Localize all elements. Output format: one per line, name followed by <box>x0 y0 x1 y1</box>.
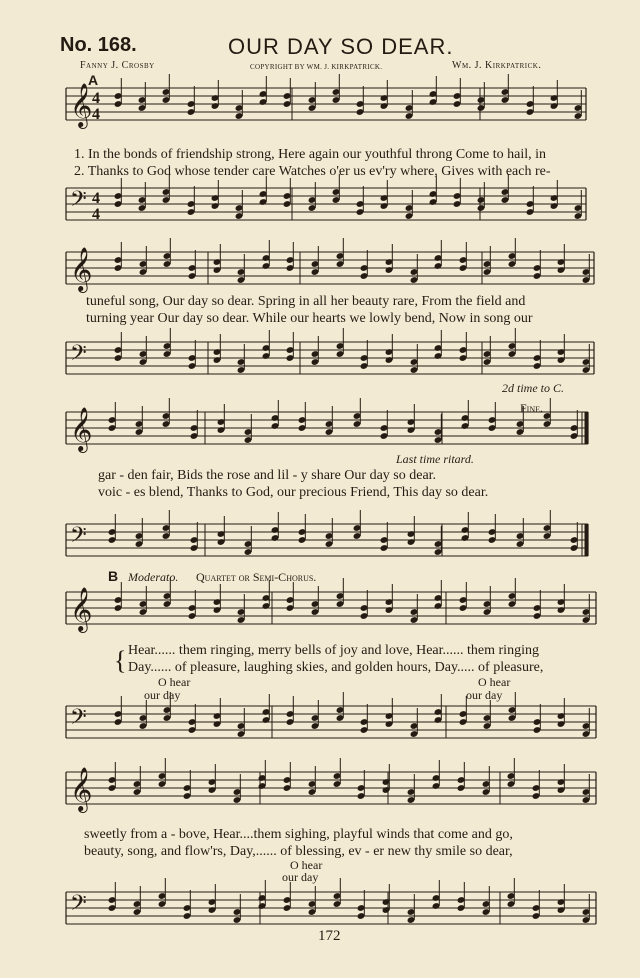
treble-clef-icon: 𝄞 <box>70 247 93 291</box>
echo-o-hear-left: O hear <box>158 675 191 689</box>
bass-clef-icon: 𝄢 <box>70 341 87 371</box>
time-signature-bottom: 4 <box>92 106 100 123</box>
lyricist-credit: Fanny J. Crosby <box>80 60 155 71</box>
system4-verse2: Day...... of pleasure, laughing skies, and golden hours, Day..... of pleasure, <box>128 660 544 675</box>
copyright-notice: COPYRIGHT BY WM. J. KIRKPATRICK. <box>250 63 383 71</box>
system1-verse2: 2. Thanks to God whose tender care Watches o'er us ev'ry where, Gives with each re- <box>74 164 551 179</box>
tempo-marking: Moderato. <box>128 570 179 584</box>
page-number: 172 <box>318 928 341 944</box>
hymn-number: No. 168. <box>60 34 137 56</box>
system5-verse2: beauty, song, and flow'rs, Day,...... of blessing, ev - er new thy smile so dear, <box>84 844 513 859</box>
system2-verse1: tuneful song, Our day so dear. Spring in all her beauty rare, From the field and <box>86 294 526 309</box>
hymn-title: OUR DAY SO DEAR. <box>228 34 454 59</box>
time-signature-top: 4 <box>92 90 100 107</box>
system1-verse1: 1. In the bonds of friendship strong, Here again our youthful throng Come to hail, in <box>74 147 547 162</box>
bass-clef-icon: 𝄢 <box>70 523 87 553</box>
echo-o-hear-right: O hear <box>478 675 511 689</box>
echo-our-day-left: our day <box>144 688 181 702</box>
repeat-direction: 2d time to C. <box>502 381 564 395</box>
section-b-label: B <box>108 568 119 584</box>
time-signature-bottom: 4 <box>92 206 100 223</box>
verse-brace: { <box>114 646 127 675</box>
bass-clef-icon: 𝄢 <box>70 187 87 217</box>
echo-our-day-right: our day <box>466 688 503 702</box>
bass-clef-icon: 𝄢 <box>70 891 87 921</box>
treble-clef-icon: 𝄞 <box>70 587 93 631</box>
treble-clef-icon: 𝄞 <box>70 407 93 451</box>
system3-verse1: gar - den fair, Bids the rose and lil - y share Our day so dear. <box>98 468 437 483</box>
system2-verse2: turning year Our day so dear. While our hearts we lowly bend, Now in song our <box>86 311 533 326</box>
echo-our-day-bottom: our day <box>282 870 319 884</box>
bass-clef-icon: 𝄢 <box>70 705 87 735</box>
treble-clef-icon: 𝄞 <box>70 83 93 127</box>
system4-verse1: Hear...... them ringing, merry bells of joy and love, Hear...... them ringing <box>128 643 539 658</box>
quartet-direction: Quartet or Semi-Chorus. <box>196 570 317 584</box>
composer-credit: Wm. J. Kirkpatrick. <box>452 60 542 71</box>
fine-marking: Fine. <box>520 401 544 415</box>
treble-clef-icon: 𝄞 <box>70 767 93 811</box>
section-a-label: A <box>88 72 99 88</box>
echo-o-hear-bottom: O hear <box>290 858 323 872</box>
ritard-direction: Last time ritard. <box>396 452 474 466</box>
system3-verse2: voic - es blend, Thanks to God, our precious Friend, This day so dear. <box>98 485 489 500</box>
time-signature-top: 4 <box>92 190 100 207</box>
system5-verse1: sweetly from a - bove, Hear....them sighing, playful winds that come and go, <box>84 827 513 842</box>
